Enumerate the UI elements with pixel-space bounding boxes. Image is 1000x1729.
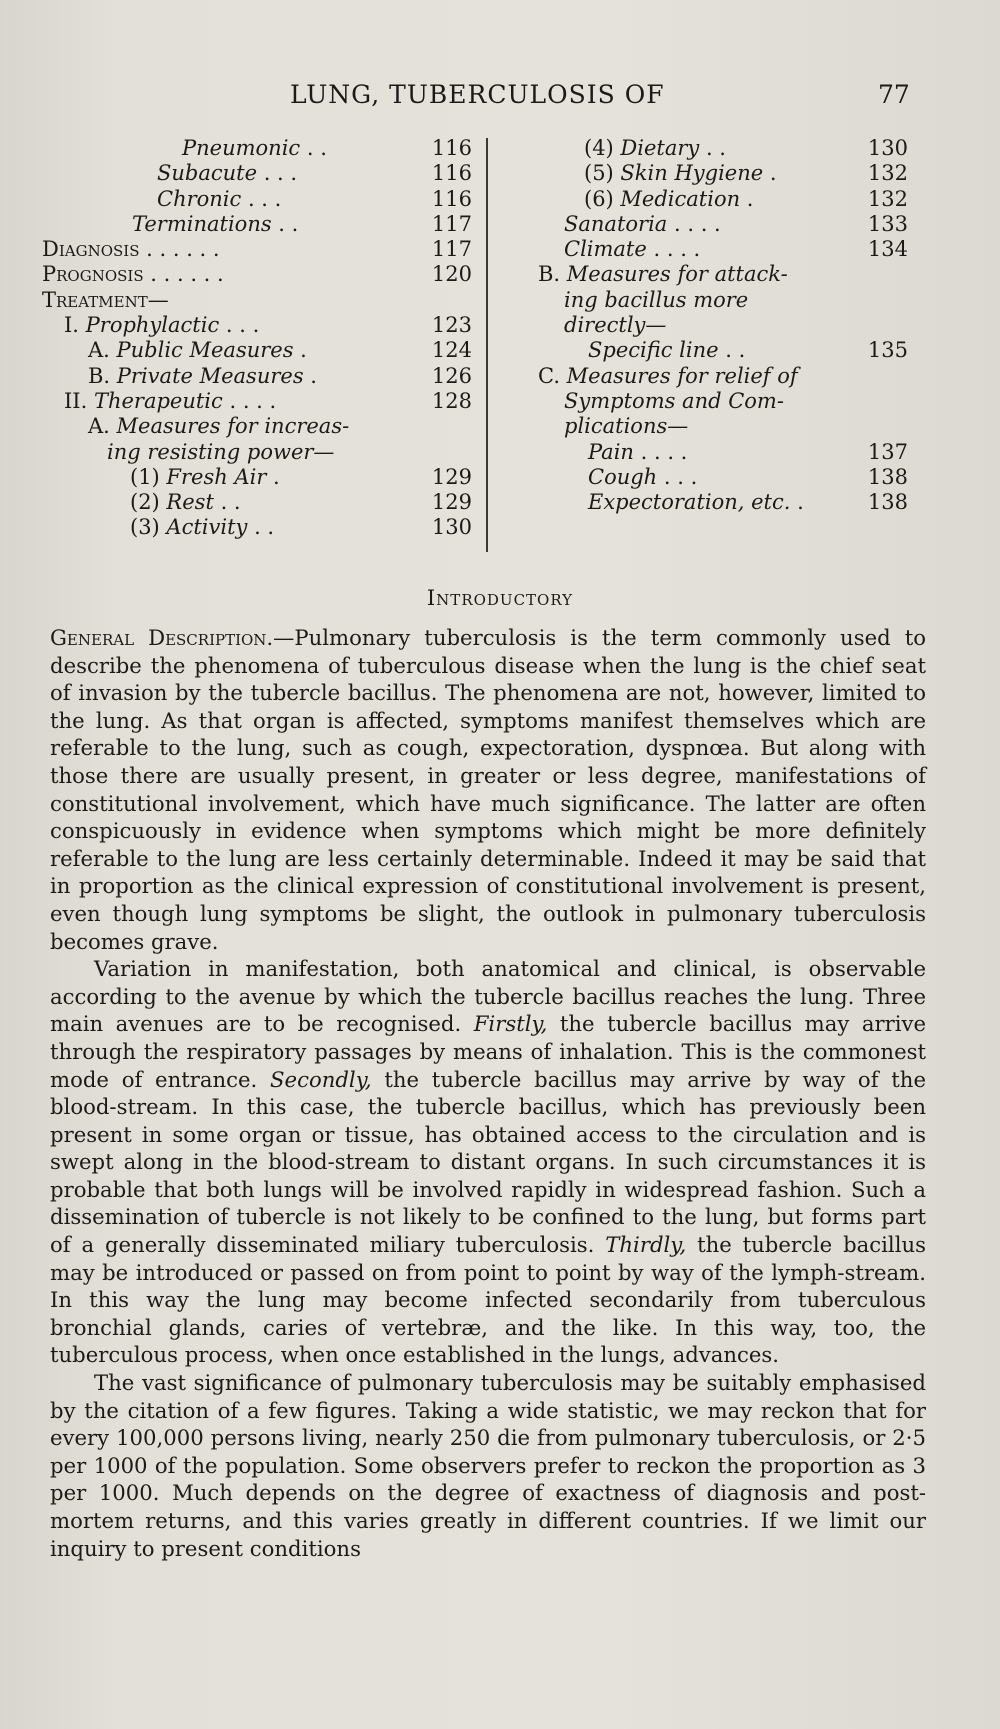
toc-entry-page: 132 xyxy=(867,186,908,211)
toc-entry-leader: . . xyxy=(271,211,299,236)
toc-entry xyxy=(42,262,480,287)
toc-entry xyxy=(42,136,480,161)
toc-entry xyxy=(42,161,480,186)
toc-entry-leader: . . . xyxy=(257,161,298,186)
toc-entry-label: plications— xyxy=(564,414,689,439)
toc-entry-page: 128 xyxy=(431,388,472,413)
toc-entry-page: 129 xyxy=(431,490,472,515)
paragraph-text: The vast significance of pulmonary tuberculosis may be suitably emphasised by the citation of a few figures. Taking a wide statistic, we may reckon that for every 100,000 persons living, nearly 250 die from pulmonary tuberculosis, or 2·5 per 1000 of the population. Some observers prefer to reckon the proportion as 3 per 1000. Much depends on the degree of exactness of diagnosis and post-mortem returns, and this varies greatly in different countries. If we limit our inquiry to present conditions xyxy=(50,1370,926,1561)
toc-entry-label: Climate . . . . xyxy=(564,237,701,262)
toc-entry xyxy=(500,389,920,414)
toc-entry xyxy=(500,161,920,186)
toc-entry-leader: . xyxy=(293,338,307,363)
toc-entry-leader: . xyxy=(303,363,317,388)
toc-entry-label: B. Measures for attack- xyxy=(538,262,788,287)
toc-entry xyxy=(42,338,480,363)
toc-entry-label: Specific line . . xyxy=(588,338,746,363)
toc-entry-label: A. Public Measures . xyxy=(88,338,307,363)
toc-entry-label: C. Measures for relief of xyxy=(538,363,798,388)
toc-entry xyxy=(500,237,920,262)
paragraph-avenues xyxy=(50,955,926,1369)
toc-entry-leader: . xyxy=(740,186,754,211)
toc-entry-leader: . . . . . . xyxy=(139,237,220,262)
toc-entry-label: Chronic . . . xyxy=(157,186,282,211)
column-divider xyxy=(486,138,488,552)
toc-entry-label: directly— xyxy=(564,313,667,338)
toc-entry-leader: . . . . . . xyxy=(143,262,224,287)
toc-entry-label: II. Therapeutic . . . . xyxy=(64,388,277,413)
emphasis-firstly: Firstly, xyxy=(473,1011,548,1037)
toc-entry-leader: . xyxy=(790,490,804,515)
paragraph-general-description xyxy=(50,624,926,955)
toc-entry-page: 124 xyxy=(431,338,472,363)
toc-entry-leader: . . xyxy=(247,515,275,540)
toc-entry-label: Terminations . . xyxy=(132,211,299,236)
toc-entry-label: Diagnosis . . . . . . xyxy=(42,237,220,262)
paragraph-statistics xyxy=(50,1369,926,1562)
toc-entry-label: (5) Skin Hygiene . xyxy=(584,161,777,186)
toc-entry xyxy=(500,440,920,465)
toc-entry-page: 137 xyxy=(867,439,908,464)
toc-entry-page: 130 xyxy=(867,136,908,160)
toc-entry-leader: . . . xyxy=(657,464,698,489)
toc-entry-leader: . . . xyxy=(219,313,260,338)
toc-entry-page: 132 xyxy=(867,161,908,186)
emphasis-secondly: Secondly, xyxy=(270,1066,372,1092)
toc-entry-label: Pneumonic . . xyxy=(182,136,327,160)
toc-entry-page: 117 xyxy=(431,211,472,236)
toc-entry-page: 134 xyxy=(867,237,908,262)
toc-entry-page: 116 xyxy=(431,161,472,186)
toc-entry-leader: . . xyxy=(213,490,241,515)
toc-entry xyxy=(42,313,480,338)
toc-entry xyxy=(42,490,480,515)
toc-entry xyxy=(500,465,920,490)
toc-entry-label: ing resisting power— xyxy=(107,439,335,464)
toc-entry-label: Cough . . . xyxy=(588,464,698,489)
toc-entry xyxy=(500,313,920,338)
toc-entry-label: Prognosis . . . . . . xyxy=(42,262,224,287)
toc-entry-page: 135 xyxy=(867,338,908,363)
toc-entry-page: 138 xyxy=(867,464,908,489)
toc-entry xyxy=(42,414,480,439)
paragraph-text: Variation in manifestation, both anatomical and clinical, is observable according to the avenue by which the tubercle bacillus reaches the lung. Three main avenues are to be recognised. xyxy=(50,956,926,1037)
toc-entry-label: B. Private Measures . xyxy=(88,363,317,388)
toc-entry xyxy=(42,187,480,212)
toc-left-column xyxy=(42,136,480,541)
running-head: LUNG, TUBERCULOSIS OF xyxy=(290,80,665,109)
toc-entry-leader: . . . . xyxy=(633,439,688,464)
toc-entry-page: 129 xyxy=(431,464,472,489)
emphasis-thirdly: Thirdly, xyxy=(605,1232,687,1258)
toc-entry-label: ing bacillus more xyxy=(564,287,749,312)
body-text xyxy=(50,624,926,1562)
page-header xyxy=(0,80,1000,112)
toc-right-column xyxy=(500,136,920,515)
toc-entry-label: I. Prophylactic . . . xyxy=(64,313,260,338)
toc-entry xyxy=(42,364,480,389)
paragraph-text: the tubercle bacillus may arrive by way of the blood-stream. In this case, the tubercle bacillus, which has previously been present in some organ or tissue, has obtained access to the circulation and is swept along in the blood-stream to distant organs. In such circumstances it is probable that both lungs will be involved rapidly in widespread fashion. Such a dissemination of tubercle is not likely to be confined to the lung, but forms part of a generally disseminated miliary tuberculosis. xyxy=(50,1066,926,1258)
toc-entry xyxy=(500,288,920,313)
toc-entry-page: 120 xyxy=(431,262,472,287)
toc-entry xyxy=(42,389,480,414)
toc-entry xyxy=(500,136,920,161)
toc-entry-leader: . . xyxy=(300,136,327,160)
toc-entry-page: 138 xyxy=(867,490,908,515)
toc-entry-label: Treatment— xyxy=(42,287,169,312)
page-number: 77 xyxy=(878,80,910,109)
toc-entry xyxy=(42,440,480,465)
toc-entry-leader: . . . . xyxy=(646,237,701,262)
toc-entry-page: 117 xyxy=(431,237,472,262)
toc-entry xyxy=(42,212,480,237)
toc-entry-label: (6) Medication . xyxy=(584,186,754,211)
toc-entry-label: (4) Dietary . . xyxy=(584,136,726,160)
paragraph-text: —Pulmonary tuberculosis is the term commonly used to describe the phenomena of tuberculous disease when the lung is the chief seat of invasion by the tubercle bacillus. The phenomena are not, however, limited to the lung. As that organ is affected, symptoms manifest themselves which are referable to the lung, such as cough, expectoration, dyspnœa. But along with those there are usually present, in greater or less degree, manifestations of constitutional involvement, which have much significance. The latter are often conspicuously in evidence when symptoms which might be more definitely referable to the lung are less certainly determinable. Indeed it may be said that in proportion as the clinical expression of constitutional involvement is present, even though lung symptoms be slight, the outlook in pulmonary tuberculosis becomes grave. xyxy=(50,625,926,954)
toc-entry-label: Sanatoria . . . . xyxy=(564,211,721,236)
toc-entry xyxy=(500,414,920,439)
toc-entry-label: Expectoration, etc. . xyxy=(588,490,804,515)
paragraph-text: the tubercle bacillus may arrive through the respiratory passages by means of inhalation. This is the commonest mode of entrance. xyxy=(50,1011,926,1092)
toc-entry-leader: . . xyxy=(699,136,726,160)
toc-entry xyxy=(500,364,920,389)
toc-entry xyxy=(42,465,480,490)
toc-entry-leader: . . . . xyxy=(222,388,277,413)
toc-entry xyxy=(42,515,480,540)
toc-entry-page: 126 xyxy=(431,363,472,388)
toc-entry xyxy=(500,338,920,363)
toc-entry xyxy=(42,237,480,262)
toc-entry-page: 116 xyxy=(431,136,472,160)
toc-entry-label: Subacute . . . xyxy=(157,161,298,186)
toc-entry-label: A. Measures for increas- xyxy=(88,414,350,439)
toc-entry-page: 130 xyxy=(431,515,472,540)
toc-entry-label: Pain . . . . xyxy=(588,439,688,464)
toc-entry-label: (2) Rest . . xyxy=(130,490,241,515)
toc-entry-label: (1) Fresh Air . xyxy=(130,464,280,489)
toc-entry-label: Symptoms and Com- xyxy=(564,388,784,413)
paragraph-text: the tubercle bacillus may be introduced or passed on from point to point by way of the lymph-stream. In this way the lung may become infected secondarily from tuberculous bronchial glands, caries of vertebræ, and the like. In this way, too, the tuberculous process, when once established in the lungs, advances. xyxy=(50,1232,927,1368)
toc-entry-leader: . . . xyxy=(241,186,282,211)
section-heading: Introductory xyxy=(426,586,574,610)
toc-entry-leader: . xyxy=(266,464,280,489)
toc-entry-page: 123 xyxy=(431,313,472,338)
toc-entry xyxy=(500,262,920,287)
toc-entry xyxy=(500,490,920,515)
toc-entry-label: (3) Activity . . xyxy=(130,515,275,540)
toc-entry-leader: . xyxy=(763,161,777,186)
toc-entry-leader: . . . . xyxy=(667,211,721,236)
toc-entry xyxy=(42,288,480,313)
runin-heading: General Description. xyxy=(50,625,274,650)
toc-entry xyxy=(500,187,920,212)
toc-entry xyxy=(500,212,920,237)
toc-entry-leader: . . xyxy=(718,338,746,363)
toc-entry-page: 116 xyxy=(431,186,472,211)
toc-entry-page: 133 xyxy=(867,211,908,236)
